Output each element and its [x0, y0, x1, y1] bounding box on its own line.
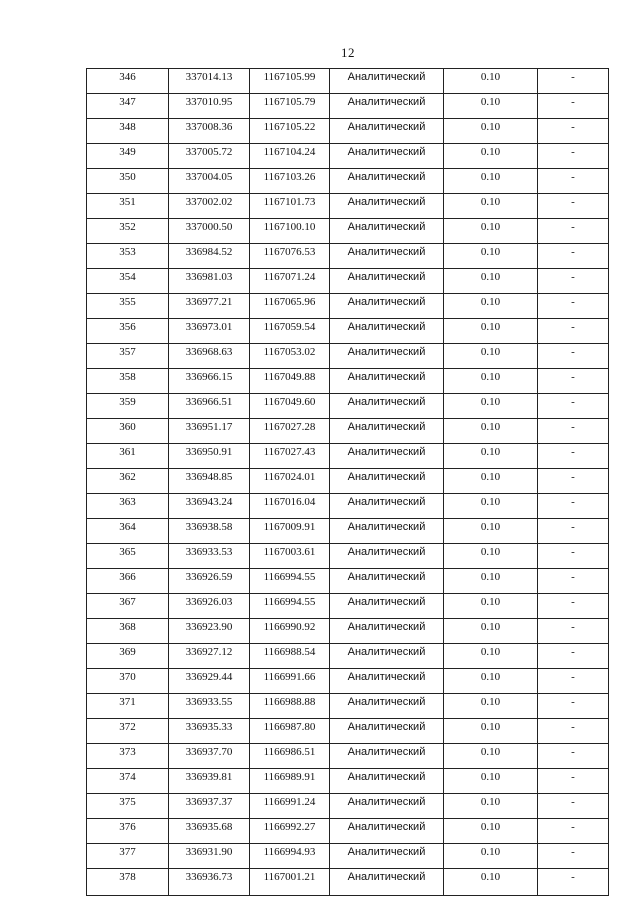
- table-row: [87, 769, 609, 794]
- table-row: [87, 294, 609, 319]
- x-coordinate-cell: 336937.70: [169, 744, 250, 769]
- note-cell: -: [538, 119, 609, 144]
- note-cell: -: [538, 794, 609, 819]
- method-cell: Аналитический: [330, 469, 444, 494]
- point-number-cell: 353: [87, 244, 169, 269]
- note-cell: -: [538, 394, 609, 419]
- x-coordinate-cell: 337000.50: [169, 219, 250, 244]
- note-cell: -: [538, 444, 609, 469]
- point-number-cell: 365: [87, 544, 169, 569]
- y-coordinate-cell: 1167100.10: [250, 219, 330, 244]
- x-coordinate-cell: 336948.85: [169, 469, 250, 494]
- table-row: [87, 694, 609, 719]
- x-coordinate-cell: 336981.03: [169, 269, 250, 294]
- method-cell: Аналитический: [330, 394, 444, 419]
- x-coordinate-cell: 336966.15: [169, 369, 250, 394]
- x-coordinate-cell: 337005.72: [169, 144, 250, 169]
- table-row: [87, 244, 609, 269]
- point-number-cell: 367: [87, 594, 169, 619]
- point-number-cell: 377: [87, 844, 169, 869]
- x-coordinate-cell: 336966.51: [169, 394, 250, 419]
- accuracy-cell: 0.10: [444, 594, 538, 619]
- table-row: [87, 169, 609, 194]
- method-cell: Аналитический: [330, 519, 444, 544]
- y-coordinate-cell: 1167105.79: [250, 94, 330, 119]
- note-cell: -: [538, 644, 609, 669]
- accuracy-cell: 0.10: [444, 394, 538, 419]
- note-cell: -: [538, 194, 609, 219]
- method-cell: Аналитический: [330, 544, 444, 569]
- point-number-cell: 351: [87, 194, 169, 219]
- point-number-cell: 346: [87, 69, 169, 94]
- note-cell: -: [538, 769, 609, 794]
- x-coordinate-cell: 336929.44: [169, 669, 250, 694]
- point-number-cell: 375: [87, 794, 169, 819]
- method-cell: Аналитический: [330, 69, 444, 94]
- x-coordinate-cell: 337004.05: [169, 169, 250, 194]
- y-coordinate-cell: 1166991.66: [250, 669, 330, 694]
- accuracy-cell: 0.10: [444, 269, 538, 294]
- method-cell: Аналитический: [330, 744, 444, 769]
- point-number-cell: 350: [87, 169, 169, 194]
- x-coordinate-cell: 336933.55: [169, 694, 250, 719]
- note-cell: -: [538, 169, 609, 194]
- y-coordinate-cell: 1166988.54: [250, 644, 330, 669]
- accuracy-cell: 0.10: [444, 144, 538, 169]
- point-number-cell: 352: [87, 219, 169, 244]
- note-cell: -: [538, 619, 609, 644]
- table-row: [87, 794, 609, 819]
- method-cell: Аналитический: [330, 169, 444, 194]
- note-cell: -: [538, 369, 609, 394]
- table-row: [87, 269, 609, 294]
- accuracy-cell: 0.10: [444, 94, 538, 119]
- method-cell: Аналитический: [330, 444, 444, 469]
- accuracy-cell: 0.10: [444, 694, 538, 719]
- x-coordinate-cell: 336933.53: [169, 544, 250, 569]
- accuracy-cell: 0.10: [444, 569, 538, 594]
- coordinates-table: [86, 68, 609, 896]
- table-row: [87, 69, 609, 94]
- note-cell: -: [538, 544, 609, 569]
- note-cell: -: [538, 244, 609, 269]
- y-coordinate-cell: 1167027.43: [250, 444, 330, 469]
- y-coordinate-cell: 1167009.91: [250, 519, 330, 544]
- accuracy-cell: 0.10: [444, 844, 538, 869]
- method-cell: Аналитический: [330, 719, 444, 744]
- method-cell: Аналитический: [330, 669, 444, 694]
- note-cell: -: [538, 469, 609, 494]
- table-row: [87, 644, 609, 669]
- accuracy-cell: 0.10: [444, 294, 538, 319]
- table-row: [87, 319, 609, 344]
- y-coordinate-cell: 1166994.55: [250, 594, 330, 619]
- method-cell: Аналитический: [330, 344, 444, 369]
- accuracy-cell: 0.10: [444, 744, 538, 769]
- table-row: [87, 744, 609, 769]
- y-coordinate-cell: 1167103.26: [250, 169, 330, 194]
- method-cell: Аналитический: [330, 419, 444, 444]
- point-number-cell: 355: [87, 294, 169, 319]
- accuracy-cell: 0.10: [444, 119, 538, 144]
- table-row: [87, 544, 609, 569]
- note-cell: -: [538, 419, 609, 444]
- point-number-cell: 363: [87, 494, 169, 519]
- x-coordinate-cell: 336973.01: [169, 319, 250, 344]
- note-cell: -: [538, 494, 609, 519]
- y-coordinate-cell: 1166986.51: [250, 744, 330, 769]
- y-coordinate-cell: 1167049.60: [250, 394, 330, 419]
- note-cell: -: [538, 294, 609, 319]
- note-cell: -: [538, 694, 609, 719]
- y-coordinate-cell: 1167071.24: [250, 269, 330, 294]
- note-cell: -: [538, 669, 609, 694]
- x-coordinate-cell: 337002.02: [169, 194, 250, 219]
- table-row: [87, 869, 609, 896]
- accuracy-cell: 0.10: [444, 69, 538, 94]
- table-row: [87, 94, 609, 119]
- x-coordinate-cell: 336984.52: [169, 244, 250, 269]
- table-row: [87, 819, 609, 844]
- table-row: [87, 219, 609, 244]
- accuracy-cell: 0.10: [444, 169, 538, 194]
- y-coordinate-cell: 1166987.80: [250, 719, 330, 744]
- table-row: [87, 369, 609, 394]
- x-coordinate-cell: 336923.90: [169, 619, 250, 644]
- x-coordinate-cell: 336937.37: [169, 794, 250, 819]
- note-cell: -: [538, 94, 609, 119]
- y-coordinate-cell: 1166992.27: [250, 819, 330, 844]
- method-cell: Аналитический: [330, 194, 444, 219]
- y-coordinate-cell: 1167049.88: [250, 369, 330, 394]
- method-cell: Аналитический: [330, 494, 444, 519]
- y-coordinate-cell: 1167105.22: [250, 119, 330, 144]
- accuracy-cell: 0.10: [444, 519, 538, 544]
- note-cell: -: [538, 519, 609, 544]
- table-row: [87, 419, 609, 444]
- table-row: [87, 844, 609, 869]
- point-number-cell: 370: [87, 669, 169, 694]
- y-coordinate-cell: 1166994.93: [250, 844, 330, 869]
- note-cell: -: [538, 569, 609, 594]
- method-cell: Аналитический: [330, 644, 444, 669]
- table-row: [87, 119, 609, 144]
- table-row: [87, 344, 609, 369]
- note-cell: -: [538, 819, 609, 844]
- note-cell: -: [538, 69, 609, 94]
- y-coordinate-cell: 1167101.73: [250, 194, 330, 219]
- accuracy-cell: 0.10: [444, 369, 538, 394]
- method-cell: Аналитический: [330, 594, 444, 619]
- accuracy-cell: 0.10: [444, 669, 538, 694]
- point-number-cell: 361: [87, 444, 169, 469]
- method-cell: Аналитический: [330, 244, 444, 269]
- point-number-cell: 360: [87, 419, 169, 444]
- accuracy-cell: 0.10: [444, 819, 538, 844]
- note-cell: -: [538, 144, 609, 169]
- y-coordinate-cell: 1166994.55: [250, 569, 330, 594]
- y-coordinate-cell: 1166988.88: [250, 694, 330, 719]
- note-cell: -: [538, 744, 609, 769]
- point-number-cell: 347: [87, 94, 169, 119]
- x-coordinate-cell: 336935.68: [169, 819, 250, 844]
- y-coordinate-cell: 1166991.24: [250, 794, 330, 819]
- table-row: [87, 494, 609, 519]
- table-row: [87, 144, 609, 169]
- table-row: [87, 619, 609, 644]
- accuracy-cell: 0.10: [444, 219, 538, 244]
- note-cell: -: [538, 269, 609, 294]
- point-number-cell: 372: [87, 719, 169, 744]
- method-cell: Аналитический: [330, 844, 444, 869]
- point-number-cell: 376: [87, 819, 169, 844]
- y-coordinate-cell: 1167016.04: [250, 494, 330, 519]
- y-coordinate-cell: 1167105.99: [250, 69, 330, 94]
- accuracy-cell: 0.10: [444, 644, 538, 669]
- note-cell: -: [538, 594, 609, 619]
- coordinates-table-body: [87, 69, 609, 896]
- x-coordinate-cell: 336943.24: [169, 494, 250, 519]
- x-coordinate-cell: 336938.58: [169, 519, 250, 544]
- method-cell: Аналитический: [330, 294, 444, 319]
- table-row: [87, 194, 609, 219]
- accuracy-cell: 0.10: [444, 769, 538, 794]
- table-row: [87, 444, 609, 469]
- table-row: [87, 519, 609, 544]
- accuracy-cell: 0.10: [444, 794, 538, 819]
- note-cell: -: [538, 319, 609, 344]
- point-number-cell: 378: [87, 869, 169, 896]
- point-number-cell: 368: [87, 619, 169, 644]
- x-coordinate-cell: 336926.59: [169, 569, 250, 594]
- y-coordinate-cell: 1167027.28: [250, 419, 330, 444]
- accuracy-cell: 0.10: [444, 344, 538, 369]
- method-cell: Аналитический: [330, 119, 444, 144]
- point-number-cell: 371: [87, 694, 169, 719]
- x-coordinate-cell: 336927.12: [169, 644, 250, 669]
- x-coordinate-cell: 337010.95: [169, 94, 250, 119]
- point-number-cell: 362: [87, 469, 169, 494]
- table-row: [87, 394, 609, 419]
- note-cell: -: [538, 869, 609, 896]
- accuracy-cell: 0.10: [444, 244, 538, 269]
- accuracy-cell: 0.10: [444, 619, 538, 644]
- y-coordinate-cell: 1167065.96: [250, 294, 330, 319]
- point-number-cell: 359: [87, 394, 169, 419]
- point-number-cell: 373: [87, 744, 169, 769]
- table-row: [87, 669, 609, 694]
- point-number-cell: 357: [87, 344, 169, 369]
- x-coordinate-cell: 337014.13: [169, 69, 250, 94]
- x-coordinate-cell: 336931.90: [169, 844, 250, 869]
- note-cell: -: [538, 219, 609, 244]
- note-cell: -: [538, 844, 609, 869]
- method-cell: Аналитический: [330, 144, 444, 169]
- y-coordinate-cell: 1167003.61: [250, 544, 330, 569]
- y-coordinate-cell: 1166990.92: [250, 619, 330, 644]
- table-row: [87, 594, 609, 619]
- accuracy-cell: 0.10: [444, 494, 538, 519]
- accuracy-cell: 0.10: [444, 194, 538, 219]
- table-row: [87, 469, 609, 494]
- point-number-cell: 349: [87, 144, 169, 169]
- x-coordinate-cell: 336977.21: [169, 294, 250, 319]
- accuracy-cell: 0.10: [444, 469, 538, 494]
- x-coordinate-cell: 336950.91: [169, 444, 250, 469]
- method-cell: Аналитический: [330, 269, 444, 294]
- page-number: 12: [341, 45, 355, 60]
- method-cell: Аналитический: [330, 769, 444, 794]
- x-coordinate-cell: 336935.33: [169, 719, 250, 744]
- point-number-cell: 348: [87, 119, 169, 144]
- method-cell: Аналитический: [330, 694, 444, 719]
- accuracy-cell: 0.10: [444, 444, 538, 469]
- note-cell: -: [538, 344, 609, 369]
- y-coordinate-cell: 1167104.24: [250, 144, 330, 169]
- point-number-cell: 364: [87, 519, 169, 544]
- method-cell: Аналитический: [330, 369, 444, 394]
- y-coordinate-cell: 1167001.21: [250, 869, 330, 896]
- accuracy-cell: 0.10: [444, 319, 538, 344]
- accuracy-cell: 0.10: [444, 419, 538, 444]
- accuracy-cell: 0.10: [444, 869, 538, 896]
- method-cell: Аналитический: [330, 869, 444, 896]
- point-number-cell: 366: [87, 569, 169, 594]
- x-coordinate-cell: 336936.73: [169, 869, 250, 896]
- x-coordinate-cell: 336968.63: [169, 344, 250, 369]
- method-cell: Аналитический: [330, 219, 444, 244]
- x-coordinate-cell: 337008.36: [169, 119, 250, 144]
- table-row: [87, 569, 609, 594]
- accuracy-cell: 0.10: [444, 544, 538, 569]
- y-coordinate-cell: 1167059.54: [250, 319, 330, 344]
- point-number-cell: 358: [87, 369, 169, 394]
- x-coordinate-cell: 336951.17: [169, 419, 250, 444]
- x-coordinate-cell: 336939.81: [169, 769, 250, 794]
- method-cell: Аналитический: [330, 569, 444, 594]
- accuracy-cell: 0.10: [444, 719, 538, 744]
- point-number-cell: 369: [87, 644, 169, 669]
- method-cell: Аналитический: [330, 619, 444, 644]
- y-coordinate-cell: 1166989.91: [250, 769, 330, 794]
- y-coordinate-cell: 1167076.53: [250, 244, 330, 269]
- y-coordinate-cell: 1167024.01: [250, 469, 330, 494]
- point-number-cell: 356: [87, 319, 169, 344]
- point-number-cell: 354: [87, 269, 169, 294]
- method-cell: Аналитический: [330, 94, 444, 119]
- method-cell: Аналитический: [330, 794, 444, 819]
- note-cell: -: [538, 719, 609, 744]
- method-cell: Аналитический: [330, 819, 444, 844]
- table-row: [87, 719, 609, 744]
- method-cell: Аналитический: [330, 319, 444, 344]
- point-number-cell: 374: [87, 769, 169, 794]
- x-coordinate-cell: 336926.03: [169, 594, 250, 619]
- y-coordinate-cell: 1167053.02: [250, 344, 330, 369]
